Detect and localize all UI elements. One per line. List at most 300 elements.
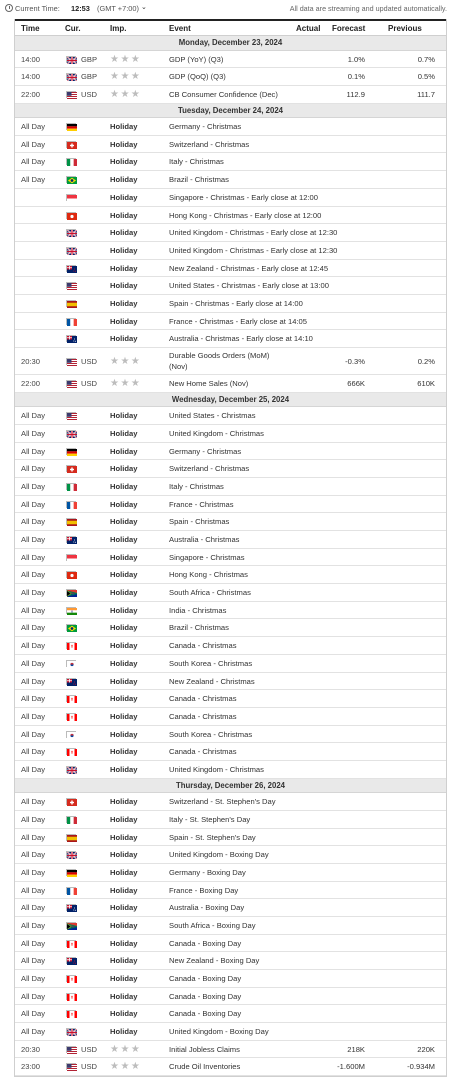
importance-holiday: Holiday [110, 605, 138, 615]
time-cell: 22:00 [21, 379, 41, 388]
event-link[interactable]: United States - Christmas - Early close at 13:00 [169, 281, 329, 291]
flag-icon [66, 318, 76, 325]
event-link[interactable]: Germany - Christmas [169, 122, 242, 132]
importance-stars-icon: ★★★ [110, 1061, 142, 1073]
flag-icon [66, 448, 76, 455]
table-row[interactable] [15, 207, 446, 225]
table-row[interactable] [15, 708, 446, 726]
time-cell: 23:00 [21, 1062, 41, 1072]
event-link[interactable]: New Home Sales (Nov) [169, 379, 249, 388]
event-link[interactable]: Hong Kong - Christmas - Early close at 12:00 [169, 210, 322, 220]
event-link[interactable]: New Zealand - Boxing Day [169, 956, 260, 966]
flag-icon [66, 904, 76, 911]
importance-holiday: Holiday [110, 281, 138, 291]
forecast-cell: -0.3% [345, 357, 365, 366]
event-link[interactable]: Italy - Christmas [169, 481, 224, 491]
time-cell: 20:30 [21, 357, 41, 366]
time-cell: All Day [21, 623, 46, 633]
event-link[interactable]: South Korea - Christmas [169, 729, 253, 739]
flag-icon [66, 554, 76, 561]
table-row[interactable] [15, 761, 446, 779]
header-currency: Cur. [65, 24, 81, 33]
previous-cell: -0.934M [407, 1062, 435, 1072]
event-link[interactable]: Canada - Christmas [169, 747, 237, 757]
event-link[interactable]: Spain - St. Stephen's Day [169, 832, 256, 842]
forecast-cell: 218K [347, 1044, 365, 1054]
importance-holiday: Holiday [110, 729, 138, 739]
event-link[interactable]: South Africa - Boxing Day [169, 920, 256, 930]
importance-holiday: Holiday [110, 956, 138, 966]
table-row[interactable] [15, 882, 446, 900]
event-link[interactable]: Australia - Christmas - Early close at 14:10 [169, 334, 313, 344]
table-row[interactable] [15, 673, 446, 691]
streaming-notice: All data are streaming and updated automatically. [289, 4, 447, 13]
flag-icon [66, 465, 76, 472]
flag-icon [66, 300, 76, 307]
event-link[interactable]: Crude Oil Inventories [169, 1062, 241, 1072]
importance-holiday: Holiday [110, 192, 138, 202]
importance-holiday: Holiday [110, 764, 138, 774]
forecast-cell: 666K [347, 379, 365, 388]
importance-holiday: Holiday [110, 641, 138, 651]
time-cell: All Day [21, 446, 46, 456]
table-row[interactable] [15, 619, 446, 637]
importance-holiday: Holiday [110, 263, 138, 273]
table-row[interactable] [15, 637, 446, 655]
flag-icon [66, 380, 76, 387]
event-link[interactable]: New Zealand - Christmas - Early close at 12:45 [169, 263, 329, 273]
flag-icon [66, 1010, 76, 1017]
time-cell: All Day [21, 122, 46, 132]
time-cell: All Day [21, 885, 46, 895]
importance-holiday: Holiday [110, 334, 138, 344]
flag-icon [66, 412, 76, 419]
importance-holiday: Holiday [110, 552, 138, 562]
time-cell: 14:00 [21, 54, 41, 64]
table-row[interactable] [15, 952, 446, 970]
event-link[interactable]: New Zealand - Christmas [169, 676, 255, 686]
flag-icon [66, 869, 76, 876]
previous-cell: 0.5% [417, 72, 435, 82]
flag-icon [66, 887, 76, 894]
time-cell: All Day [21, 832, 46, 842]
flag-icon [66, 834, 76, 841]
flag-icon [66, 536, 76, 543]
header-importance: Imp. [110, 24, 127, 33]
table-row[interactable] [15, 726, 446, 744]
currency-cell: GBP [81, 54, 98, 64]
table-header [15, 19, 446, 36]
table-row[interactable] [15, 171, 446, 189]
importance-holiday: Holiday [110, 694, 138, 704]
time-cell: 22:00 [21, 89, 41, 99]
event-link[interactable]: Brazil - Christmas [169, 623, 229, 633]
event-link[interactable]: Canada - Boxing Day [169, 1009, 242, 1019]
flag-icon [66, 695, 76, 702]
event-link[interactable]: France - Christmas - Early close at 14:05 [169, 316, 308, 326]
importance-holiday: Holiday [110, 711, 138, 721]
flag-icon [66, 194, 76, 201]
time-cell: All Day [21, 658, 46, 668]
table-row[interactable] [15, 136, 446, 154]
table-row[interactable] [15, 988, 446, 1006]
table-row[interactable] [15, 602, 446, 620]
event-link[interactable]: Spain - Christmas [169, 517, 230, 527]
event-link[interactable]: South Africa - Christmas [169, 588, 251, 598]
flag-icon [66, 358, 76, 365]
table-row[interactable] [15, 242, 446, 260]
flag-icon [66, 282, 76, 289]
flag-icon [66, 430, 76, 437]
header-previous: Previous [388, 24, 422, 33]
time-cell: All Day [21, 797, 46, 807]
table-row[interactable] [15, 443, 446, 461]
event-link[interactable]: Germany - Boxing Day [169, 867, 246, 877]
time-cell: All Day [21, 481, 46, 491]
table-row[interactable] [15, 566, 446, 584]
importance-holiday: Holiday [110, 411, 138, 421]
table-row[interactable] [15, 899, 446, 917]
table-row[interactable] [15, 655, 446, 673]
event-link[interactable]: Canada - Boxing Day [169, 938, 242, 948]
time-cell: All Day [21, 641, 46, 651]
event-link[interactable]: United Kingdom - Boxing Day [169, 1027, 269, 1037]
table-row[interactable] [15, 1023, 446, 1041]
time-cell: All Day [21, 676, 46, 686]
table-row[interactable] [15, 829, 446, 847]
table-row[interactable] [15, 496, 446, 514]
importance-holiday: Holiday [110, 588, 138, 598]
event-link[interactable]: Germany - Christmas [169, 446, 242, 456]
time-cell: All Day [21, 694, 46, 704]
currency-cell: USD [81, 1044, 98, 1054]
header-event: Event [169, 24, 191, 33]
importance-stars-icon: ★★★ [110, 378, 142, 389]
time-cell: All Day [21, 1009, 46, 1019]
time-cell: 20:30 [21, 1044, 41, 1054]
flag-icon [66, 748, 76, 755]
table-row[interactable] [15, 531, 446, 549]
flag-icon [66, 265, 76, 272]
event-link[interactable]: South Korea - Christmas [169, 658, 253, 668]
flag-icon [66, 851, 76, 858]
importance-holiday: Holiday [110, 867, 138, 877]
time-cell: All Day [21, 920, 46, 930]
importance-holiday: Holiday [110, 658, 138, 668]
importance-holiday: Holiday [110, 464, 138, 474]
time-cell: All Day [21, 464, 46, 474]
previous-cell: 0.7% [417, 54, 435, 64]
header-time: Time [21, 24, 40, 33]
importance-holiday: Holiday [110, 481, 138, 491]
currency-cell: USD [81, 89, 98, 99]
flag-icon [66, 1046, 76, 1053]
event-link[interactable]: Spain - Christmas - Early close at 14:00 [169, 298, 303, 308]
importance-holiday: Holiday [110, 747, 138, 757]
time-cell: All Day [21, 588, 46, 598]
event-link[interactable]: United States - Christmas [169, 411, 256, 421]
table-row[interactable] [15, 118, 446, 136]
event-link[interactable]: Switzerland - Christmas [169, 139, 250, 149]
event-link[interactable]: Canada - Christmas [169, 641, 237, 651]
event-link[interactable]: United Kingdom - Christmas - Early close at 12:30 [169, 245, 338, 255]
flag-icon [66, 176, 76, 183]
importance-holiday: Holiday [110, 920, 138, 930]
chevron-down-icon[interactable]: ⌄ [141, 4, 147, 11]
event-link[interactable] [169, 350, 269, 372]
time-cell: All Day [21, 764, 46, 774]
time-cell: All Day [21, 605, 46, 615]
table-row[interactable] [15, 313, 446, 331]
importance-holiday: Holiday [110, 676, 138, 686]
flag-icon [66, 501, 76, 508]
importance-stars-icon: ★★★ [110, 53, 142, 65]
importance-holiday: Holiday [110, 428, 138, 438]
event-link[interactable]: Canada - Christmas [169, 694, 237, 704]
flag-icon [66, 678, 76, 685]
table-row[interactable] [15, 407, 446, 425]
day-header: Tuesday, December 24, 2024 [15, 104, 446, 119]
flag-icon [66, 141, 76, 148]
table-row[interactable] [15, 743, 446, 761]
table-row[interactable] [15, 375, 446, 393]
time-cell: All Day [21, 517, 46, 527]
importance-stars-icon: ★★★ [110, 88, 142, 100]
flag-icon [66, 975, 76, 982]
table-row[interactable] [15, 549, 446, 567]
table-row[interactable] [15, 295, 446, 313]
economic-calendar-table [14, 19, 447, 1077]
forecast-cell: 1.0% [347, 54, 365, 64]
time-cell: All Day [21, 428, 46, 438]
event-link[interactable]: Canada - Christmas [169, 711, 237, 721]
time-cell: All Day [21, 814, 46, 824]
event-link[interactable]: Switzerland - Christmas [169, 464, 250, 474]
time-cell: All Day [21, 974, 46, 983]
importance-holiday: Holiday [110, 446, 138, 456]
event-link[interactable]: GDP (YoY) (Q3) [169, 54, 224, 64]
header-forecast: Forecast [332, 24, 366, 33]
table-row[interactable] [15, 584, 446, 602]
importance-holiday: Holiday [110, 175, 138, 185]
currency-cell: USD [81, 379, 98, 388]
forecast-cell: 0.1% [347, 72, 365, 82]
importance-holiday: Holiday [110, 139, 138, 149]
importance-holiday: Holiday [110, 832, 138, 842]
time-cell: All Day [21, 552, 46, 562]
table-row[interactable] [15, 478, 446, 496]
event-link[interactable]: Australia - Christmas [169, 535, 240, 544]
importance-holiday: Holiday [110, 797, 138, 807]
event-link[interactable]: United Kingdom - Christmas [169, 764, 264, 774]
flag-icon [66, 483, 76, 490]
header-actual: Actual [296, 24, 321, 33]
timezone-selector[interactable]: (GMT +7:00) [97, 4, 139, 13]
event-link[interactable]: Singapore - Christmas [169, 552, 245, 562]
table-row[interactable] [15, 811, 446, 829]
table-row[interactable] [15, 935, 446, 953]
table-row[interactable] [15, 86, 446, 104]
event-line-1: Durable Goods Orders (MoM) [169, 351, 270, 360]
flag-icon [66, 571, 76, 578]
time-cell: All Day [21, 938, 46, 948]
importance-holiday: Holiday [110, 316, 138, 326]
event-link[interactable]: Initial Jobless Claims [169, 1044, 240, 1054]
table-row[interactable] [15, 51, 446, 69]
forecast-cell: 112.9 [346, 89, 365, 99]
table-row[interactable] [15, 970, 446, 988]
time-cell: All Day [21, 747, 46, 757]
event-link[interactable]: Italy - St. Stephen's Day [169, 814, 251, 824]
time-cell: All Day [21, 535, 46, 544]
table-row[interactable] [15, 68, 446, 86]
table-body [15, 36, 446, 1076]
forecast-cell: -1.600M [337, 1062, 365, 1072]
table-row[interactable] [15, 1041, 446, 1059]
importance-holiday: Holiday [110, 517, 138, 527]
time-cell: All Day [21, 499, 46, 509]
event-link[interactable]: Italy - Christmas [169, 157, 224, 167]
table-row[interactable] [15, 260, 446, 278]
table-row[interactable] [15, 917, 446, 935]
importance-holiday: Holiday [110, 850, 138, 860]
flag-icon [66, 816, 76, 823]
flag-icon [66, 91, 76, 98]
flag-icon [66, 56, 76, 63]
time-cell: All Day [21, 729, 46, 739]
flag-icon [66, 335, 76, 342]
importance-holiday: Holiday [110, 122, 138, 132]
clock-icon [5, 4, 13, 12]
currency-cell: GBP [81, 72, 98, 82]
flag-icon [66, 229, 76, 236]
event-link[interactable]: United Kingdom - Christmas [169, 428, 264, 438]
table-row[interactable] [15, 425, 446, 443]
flag-icon [66, 212, 76, 219]
table-row[interactable] [15, 460, 446, 478]
table-row[interactable] [15, 690, 446, 708]
table-row[interactable] [15, 864, 446, 882]
importance-holiday: Holiday [110, 157, 138, 167]
day-header: Wednesday, December 25, 2024 [15, 393, 446, 408]
event-link[interactable]: United Kingdom - Christmas - Early close at 12:30 [169, 228, 338, 238]
top-bar [0, 0, 455, 17]
event-link[interactable]: Australia - Boxing Day [169, 903, 245, 913]
current-time: 12:53 [71, 4, 90, 13]
flag-icon [66, 518, 76, 525]
flag-icon [66, 798, 76, 805]
importance-holiday: Holiday [110, 535, 138, 544]
previous-cell: 0.2% [417, 357, 435, 366]
event-link[interactable]: GDP (QoQ) (Q3) [169, 72, 226, 82]
importance-stars-icon: ★★★ [110, 356, 142, 367]
importance-stars-icon: ★★★ [110, 71, 142, 83]
flag-icon [66, 957, 76, 964]
event-link[interactable]: Brazil - Christmas [169, 175, 229, 185]
currency-cell: USD [81, 1062, 98, 1072]
flag-icon [66, 766, 76, 773]
table-row[interactable] [15, 793, 446, 811]
previous-cell: 610K [417, 379, 435, 388]
event-line-2: (Nov) [169, 362, 188, 371]
flag-icon [66, 940, 76, 947]
event-link[interactable]: France - Christmas [169, 499, 234, 509]
event-link[interactable]: Canada - Boxing Day [169, 974, 242, 983]
time-cell: All Day [21, 1027, 46, 1037]
importance-holiday: Holiday [110, 885, 138, 895]
time-cell: All Day [21, 850, 46, 860]
day-header: Thursday, December 26, 2024 [15, 779, 446, 794]
day-header: Monday, December 23, 2024 [15, 36, 446, 51]
importance-holiday: Holiday [110, 210, 138, 220]
time-cell: All Day [21, 157, 46, 167]
importance-holiday: Holiday [110, 570, 138, 580]
importance-holiday: Holiday [110, 1027, 138, 1037]
time-cell: All Day [21, 570, 46, 580]
event-link[interactable]: Hong Kong - Christmas [169, 570, 248, 580]
time-cell: All Day [21, 956, 46, 966]
time-cell: All Day [21, 991, 46, 1001]
importance-holiday: Holiday [110, 499, 138, 509]
importance-holiday: Holiday [110, 245, 138, 255]
flag-icon [66, 713, 76, 720]
table-row[interactable] [15, 513, 446, 531]
time-cell: All Day [21, 903, 46, 913]
importance-holiday: Holiday [110, 228, 138, 238]
importance-holiday: Holiday [110, 991, 138, 1001]
flag-icon [66, 731, 76, 738]
previous-cell: 220K [417, 1044, 435, 1054]
importance-holiday: Holiday [110, 814, 138, 824]
table-row[interactable] [15, 189, 446, 207]
flag-icon [66, 607, 76, 614]
table-row[interactable] [15, 348, 446, 375]
currency-cell: USD [81, 357, 98, 366]
event-link[interactable]: Switzerland - St. Stephen's Day [169, 797, 276, 807]
event-link[interactable]: Singapore - Christmas - Early close at 12:00 [169, 192, 318, 202]
flag-icon [66, 158, 76, 165]
previous-cell: 111.7 [417, 89, 435, 99]
importance-holiday: Holiday [110, 903, 138, 913]
event-link[interactable]: Canada - Boxing Day [169, 991, 242, 1001]
table-row[interactable] [15, 846, 446, 864]
event-link[interactable]: United Kingdom - Boxing Day [169, 850, 269, 860]
table-row[interactable] [15, 1005, 446, 1023]
time-cell: All Day [21, 867, 46, 877]
table-row[interactable] [15, 1058, 446, 1076]
importance-stars-icon: ★★★ [110, 1043, 142, 1055]
flag-icon [66, 993, 76, 1000]
event-link[interactable]: CB Consumer Confidence (Dec) [169, 89, 278, 99]
time-cell: All Day [21, 711, 46, 721]
flag-icon [66, 922, 76, 929]
importance-holiday: Holiday [110, 974, 138, 983]
flag-icon [66, 660, 76, 667]
event-link[interactable]: France - Boxing Day [169, 885, 239, 895]
table-row[interactable] [15, 330, 446, 348]
table-row[interactable] [15, 224, 446, 242]
flag-icon [66, 642, 76, 649]
event-link[interactable]: India - Christmas [169, 605, 227, 615]
importance-holiday: Holiday [110, 938, 138, 948]
flag-icon [66, 624, 76, 631]
flag-icon [66, 73, 76, 80]
time-cell: All Day [21, 411, 46, 421]
table-row[interactable] [15, 277, 446, 295]
table-row[interactable] [15, 153, 446, 171]
time-cell: All Day [21, 139, 46, 149]
current-time-label: Current Time: [15, 4, 60, 13]
